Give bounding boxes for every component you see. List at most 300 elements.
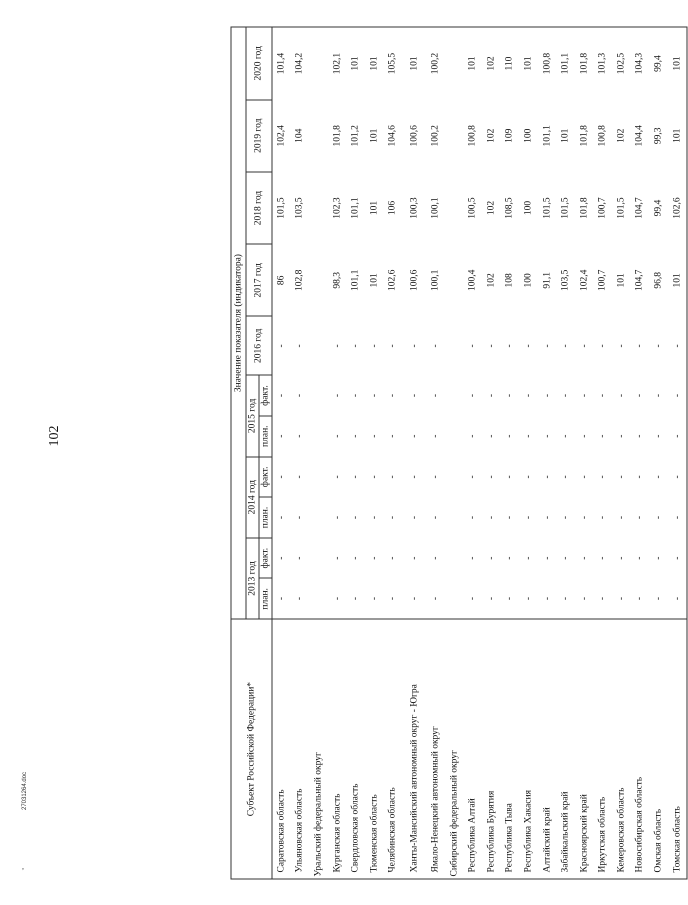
value-cell: - [486, 434, 497, 438]
value-cell: - [579, 344, 590, 348]
value-cell: 100,5 [467, 197, 478, 219]
value-cell: - [597, 597, 608, 601]
value-cell: 102,4 [276, 125, 287, 147]
value-cell: - [294, 597, 305, 601]
value-cell: - [653, 475, 664, 479]
value-cell: - [668, 579, 687, 620]
value-cell: - [560, 344, 571, 348]
subject-name-cell: Томская область [668, 619, 687, 879]
table-row [650, 27, 669, 879]
value-cell [310, 244, 329, 316]
value-cell: - [430, 556, 441, 560]
value-cell: 101,8 [579, 125, 590, 147]
value-cell: - [294, 393, 305, 398]
value-cell [445, 27, 464, 100]
value-cell: - [369, 556, 380, 560]
value-cell [310, 100, 329, 172]
year-header-2017: 2017 год [246, 244, 272, 316]
value-cell: 102,8 [294, 269, 305, 292]
value-cell: - [542, 556, 553, 560]
value-cell: - [597, 434, 608, 438]
value-cell: - [409, 515, 420, 520]
value-cell: - [467, 434, 478, 438]
value-cell: - [560, 393, 571, 398]
value-cell: - [560, 597, 571, 601]
table-row [347, 27, 366, 879]
value-cell: - [579, 434, 590, 438]
value-cell: 102,4 [579, 269, 590, 292]
value-cell: 102,3 [332, 197, 343, 219]
subject-name-cell: Саратовская область [272, 619, 291, 879]
value-cell: - [486, 393, 497, 398]
value-cell: - [486, 475, 497, 479]
indicator-group-header: Значение показателя (индикатора) [231, 27, 246, 619]
value-cell: 101,2 [350, 125, 361, 147]
value-cell: - [542, 434, 553, 438]
value-cell: 105,5 [384, 27, 403, 100]
value-cell: - [653, 515, 664, 520]
subject-name-cell: Республика Бурятия [482, 619, 501, 879]
value-cell [310, 497, 329, 538]
subject-name-cell: Курганская область [328, 619, 347, 879]
value-cell: - [409, 597, 420, 601]
table-row [310, 27, 329, 879]
value-cell: 101 [369, 273, 380, 288]
subject-name-cell: Свердловская область [347, 619, 366, 879]
value-cell [310, 27, 329, 100]
stray-mark: , [22, 862, 24, 871]
subject-name-cell: Республика Хакасия [520, 619, 539, 879]
value-cell: - [616, 393, 627, 398]
value-cell: 101 [347, 27, 366, 100]
value-cell [445, 579, 464, 620]
value-cell: 101,8 [579, 197, 590, 219]
value-cell: 100,1 [430, 269, 441, 292]
value-cell: 100 [523, 128, 534, 143]
value-cell: - [350, 556, 361, 560]
value-cell: - [387, 515, 398, 520]
value-cell: 102,1 [328, 27, 347, 100]
value-cell: - [668, 538, 687, 579]
value-cell: - [597, 515, 608, 520]
value-cell: 102,6 [668, 172, 687, 244]
value-cell: - [276, 597, 287, 601]
value-cell: - [616, 597, 627, 601]
value-cell: 100,8 [467, 125, 478, 147]
value-cell: - [653, 556, 664, 560]
table-row [557, 27, 576, 879]
value-cell: - [597, 475, 608, 479]
value-cell: - [369, 434, 380, 438]
value-cell: - [668, 497, 687, 538]
value-cell: - [616, 344, 627, 348]
table-row [668, 27, 687, 879]
value-cell [310, 172, 329, 244]
value-cell: 101 [520, 27, 539, 100]
table-body [272, 27, 687, 879]
year-header-2013: 2013 год [246, 538, 259, 619]
subject-name-cell: Ульяновская область [291, 619, 310, 879]
year-header-2016: 2016 год [246, 316, 272, 375]
value-cell: - [294, 434, 305, 438]
value-cell: - [634, 393, 645, 398]
value-cell: - [504, 344, 515, 348]
value-cell: - [294, 556, 305, 560]
value-cell: - [369, 475, 380, 479]
value-cell: 100,6 [409, 125, 420, 147]
value-cell: 101,5 [276, 197, 287, 219]
subject-name-cell: Ямало-Ненецкий автономный округ [427, 619, 446, 879]
value-cell: - [668, 457, 687, 498]
value-cell: 99,4 [650, 27, 669, 100]
value-cell: - [597, 393, 608, 398]
table-row [272, 27, 291, 879]
value-cell: - [653, 434, 664, 438]
value-cell: - [332, 597, 343, 601]
value-cell: - [542, 475, 553, 479]
value-cell: 101,1 [557, 27, 576, 100]
value-cell: - [504, 597, 515, 601]
value-cell: - [332, 344, 343, 348]
value-cell: 102 [486, 273, 497, 288]
value-cell: 101 [464, 27, 483, 100]
value-cell: - [467, 515, 478, 520]
value-cell: - [486, 344, 497, 348]
value-cell: 104,7 [634, 269, 645, 292]
value-cell: - [542, 344, 553, 348]
value-cell: 101 [616, 273, 627, 288]
value-cell: 102 [482, 27, 501, 100]
value-cell: - [523, 515, 534, 520]
value-cell: 100,2 [430, 125, 441, 147]
value-cell: - [579, 597, 590, 601]
value-cell: - [634, 434, 645, 438]
table-row [482, 27, 501, 879]
value-cell: 104 [294, 128, 305, 143]
value-cell: - [634, 597, 645, 601]
table-row [520, 27, 539, 879]
table-row [427, 27, 446, 879]
value-cell: - [504, 434, 515, 438]
value-cell: 101 [369, 128, 380, 143]
value-cell: - [350, 475, 361, 479]
value-cell: - [542, 393, 553, 398]
indicator-table-rotated [231, 27, 683, 880]
value-cell: - [276, 475, 287, 479]
value-cell: 101,5 [560, 197, 571, 219]
value-cell [445, 497, 464, 538]
value-cell: - [486, 556, 497, 560]
value-cell: - [430, 434, 441, 438]
fact-header: факт. [259, 538, 272, 579]
value-cell: 101 [668, 100, 687, 172]
value-cell: - [409, 393, 420, 398]
value-cell [445, 375, 464, 416]
value-cell: - [276, 515, 287, 520]
value-cell: - [387, 475, 398, 479]
value-cell: - [350, 515, 361, 520]
value-cell: - [523, 434, 534, 438]
value-cell: - [616, 434, 627, 438]
value-cell: 110 [501, 27, 520, 100]
value-cell: - [387, 597, 398, 601]
value-cell: 104,6 [387, 125, 398, 147]
value-cell: - [616, 556, 627, 560]
value-cell [310, 375, 329, 416]
value-cell [310, 316, 329, 375]
value-cell: 101,5 [616, 197, 627, 219]
value-cell: 98,3 [332, 272, 343, 289]
value-cell: 109 [504, 128, 515, 143]
value-cell: - [430, 597, 441, 601]
value-cell [445, 538, 464, 579]
value-cell: 101,1 [542, 125, 553, 147]
value-cell: - [350, 344, 361, 348]
table-row [613, 27, 632, 879]
value-cell: - [467, 556, 478, 560]
value-cell: 108,5 [504, 197, 515, 219]
value-cell: - [430, 515, 441, 520]
value-cell: - [579, 515, 590, 520]
value-cell: 100 [523, 273, 534, 288]
value-cell: 96,8 [653, 272, 664, 289]
value-cell: - [369, 393, 380, 398]
value-cell: 100,8 [597, 125, 608, 147]
value-cell: - [276, 556, 287, 560]
value-cell [310, 538, 329, 579]
value-cell: - [332, 434, 343, 438]
subject-name-cell: Омская область [650, 619, 669, 879]
table-row [365, 27, 384, 879]
footer-filename: 27031264.doc [22, 771, 28, 810]
value-cell: - [350, 434, 361, 438]
value-cell: - [560, 515, 571, 520]
value-cell: - [486, 597, 497, 601]
subject-name-cell: Ханты-Мансийский автономный округ - Югра [403, 619, 427, 879]
value-cell: - [467, 597, 478, 601]
value-cell: 100,7 [597, 269, 608, 292]
value-cell: 103,5 [294, 197, 305, 219]
value-cell: - [332, 475, 343, 479]
value-cell: 99,3 [653, 127, 664, 145]
table-row [464, 27, 483, 879]
value-cell: 106 [387, 200, 398, 216]
value-cell: 100,2 [427, 27, 446, 100]
subject-name-cell: Тюменская область [365, 619, 384, 879]
value-cell: - [276, 434, 287, 438]
subject-name-cell: Красноярский край [575, 619, 594, 879]
value-cell: 101,1 [350, 269, 361, 292]
value-cell: - [634, 344, 645, 348]
value-cell: - [668, 416, 687, 457]
value-cell: 101 [668, 244, 687, 316]
value-cell: 101,1 [350, 197, 361, 219]
value-cell: - [579, 475, 590, 479]
value-cell: - [542, 597, 553, 601]
subject-header: Субъект Российской Федерации* [231, 619, 272, 879]
fact-header: факт. [259, 457, 272, 498]
value-cell: - [504, 393, 515, 398]
value-cell [310, 416, 329, 457]
value-cell: - [409, 556, 420, 560]
value-cell: - [276, 344, 287, 348]
value-cell: - [653, 393, 664, 398]
value-cell: 86 [276, 275, 287, 286]
value-cell: 100,4 [467, 269, 478, 292]
value-cell: - [294, 515, 305, 520]
year-header-2015: 2015 год [246, 375, 259, 456]
value-cell: - [430, 344, 441, 348]
value-cell: - [387, 344, 398, 348]
value-cell: - [597, 556, 608, 560]
value-cell: 100,8 [538, 27, 557, 100]
subject-name-cell: Уральский федеральный округ [310, 619, 329, 879]
value-cell: - [504, 556, 515, 560]
value-cell: 101 [369, 200, 380, 216]
value-cell: - [597, 344, 608, 348]
year-header-2018: 2018 год [246, 172, 272, 244]
value-cell: 104,2 [291, 27, 310, 100]
plan-header: план. [259, 497, 272, 538]
value-cell: 101,5 [542, 197, 553, 219]
year-header-2019: 2019 год [246, 100, 272, 172]
value-cell: 101,8 [575, 27, 594, 100]
value-cell [445, 100, 464, 172]
value-cell: 99,4 [653, 199, 664, 217]
value-cell: - [560, 556, 571, 560]
value-cell: - [523, 475, 534, 479]
value-cell: - [294, 344, 305, 348]
value-cell: - [504, 515, 515, 520]
value-cell: - [523, 393, 534, 398]
value-cell: - [579, 393, 590, 398]
value-cell: - [523, 597, 534, 601]
value-cell: - [467, 393, 478, 398]
value-cell: - [467, 475, 478, 479]
table-row [575, 27, 594, 879]
value-cell: - [294, 475, 305, 479]
year-header-2020: 2020 год [246, 27, 272, 100]
value-cell: - [276, 393, 287, 398]
value-cell: - [634, 515, 645, 520]
table-row [403, 27, 427, 879]
value-cell: - [668, 375, 687, 416]
value-cell: - [653, 597, 664, 601]
subject-name-cell: Иркутская область [594, 619, 613, 879]
value-cell: 100 [523, 200, 534, 216]
value-cell: 102,5 [613, 27, 632, 100]
subject-name-cell: Алтайский край [538, 619, 557, 879]
value-cell: - [430, 393, 441, 398]
value-cell [310, 579, 329, 620]
page-number: 102 [47, 425, 62, 447]
table-row [501, 27, 520, 879]
value-cell: - [668, 316, 687, 375]
value-cell: 100,1 [430, 197, 441, 219]
table-header [231, 27, 272, 879]
value-cell: - [387, 393, 398, 398]
value-cell: - [579, 556, 590, 560]
subject-name-cell: Новосибирская область [631, 619, 650, 879]
table-row [538, 27, 557, 879]
table-row [384, 27, 403, 879]
subject-name-cell: Республика Алтай [464, 619, 483, 879]
value-cell: - [409, 344, 420, 348]
value-cell: - [560, 434, 571, 438]
value-cell: - [634, 556, 645, 560]
value-cell: - [430, 475, 441, 479]
value-cell: 101 [403, 27, 427, 100]
value-cell [445, 316, 464, 375]
value-cell [310, 457, 329, 498]
value-cell: 102 [486, 200, 497, 216]
value-cell [445, 416, 464, 457]
value-cell: - [560, 475, 571, 479]
value-cell: - [542, 515, 553, 520]
value-cell: 100,6 [409, 269, 420, 292]
indicator-table [231, 27, 688, 880]
value-cell: - [387, 556, 398, 560]
value-cell: 108 [504, 273, 515, 288]
value-cell: 101,3 [594, 27, 613, 100]
value-cell: 101,8 [332, 125, 343, 147]
plan-header: план. [259, 416, 272, 457]
value-cell: 101 [560, 128, 571, 143]
value-cell: - [523, 344, 534, 348]
value-cell: - [653, 344, 664, 348]
value-cell: 103,5 [560, 269, 571, 292]
value-cell: - [616, 515, 627, 520]
subject-name-cell: Челябинская область [384, 619, 403, 879]
value-cell: - [350, 393, 361, 398]
value-cell: - [409, 475, 420, 479]
value-cell: - [369, 344, 380, 348]
value-cell: 101,4 [272, 27, 291, 100]
value-cell: - [350, 597, 361, 601]
value-cell: - [467, 344, 478, 348]
value-cell: - [486, 515, 497, 520]
value-cell: - [616, 475, 627, 479]
subject-name-cell: Забайкальский край [557, 619, 576, 879]
value-cell: - [504, 475, 515, 479]
value-cell: 101 [668, 27, 687, 100]
plan-header: план. [259, 579, 272, 620]
value-cell: 100,3 [409, 197, 420, 219]
value-cell: 91,1 [542, 272, 553, 289]
value-cell: 102 [616, 128, 627, 143]
value-cell: 102,6 [387, 269, 398, 292]
value-cell: 102 [486, 128, 497, 143]
year-header-2014: 2014 год [246, 457, 259, 538]
value-cell: 104,7 [634, 197, 645, 219]
fact-header: факт. [259, 375, 272, 416]
subject-name-cell: Республика Тыва [501, 619, 520, 879]
value-cell: - [332, 556, 343, 560]
value-cell: - [332, 515, 343, 520]
value-cell [445, 172, 464, 244]
value-cell: - [369, 515, 380, 520]
value-cell: 104,4 [634, 125, 645, 147]
table-row [631, 27, 650, 879]
table-row [328, 27, 347, 879]
value-cell: - [634, 475, 645, 479]
table-row [291, 27, 310, 879]
value-cell: - [409, 434, 420, 438]
value-cell: 104,3 [631, 27, 650, 100]
table-row [445, 27, 464, 879]
value-cell: - [369, 597, 380, 601]
value-cell [445, 457, 464, 498]
